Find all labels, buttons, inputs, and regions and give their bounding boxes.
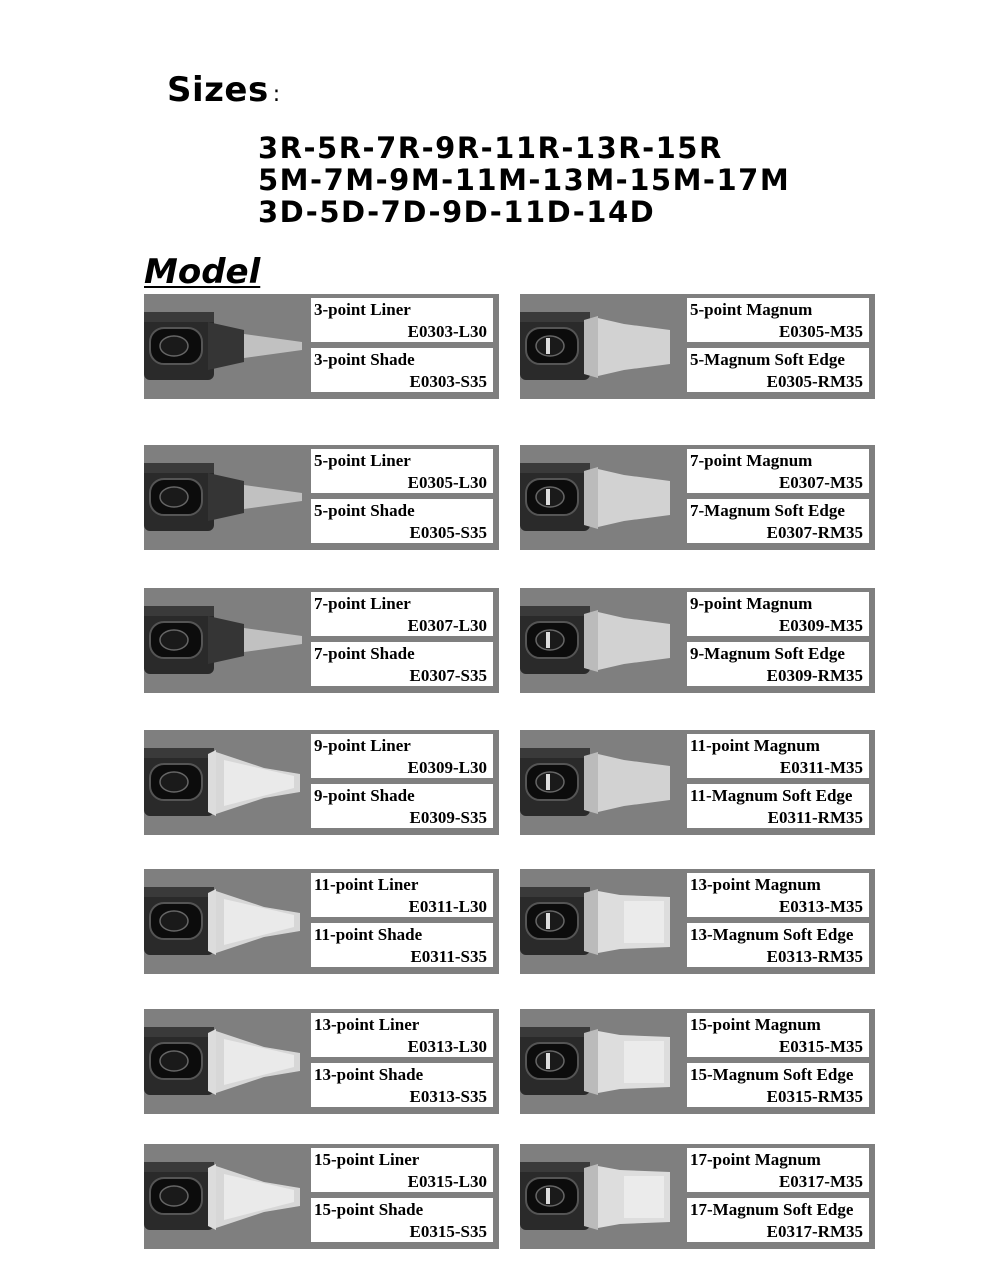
sizes-title [167, 70, 281, 110]
sizes-colon: : [272, 82, 281, 107]
model-label-box [311, 1013, 493, 1057]
model-card [144, 294, 499, 399]
model-name: 5-point Magnum [690, 300, 813, 319]
model-name: 7-Magnum Soft Edge [690, 501, 845, 520]
model-card [144, 445, 499, 550]
model-name: 9-Magnum Soft Edge [690, 644, 845, 663]
model-code: E0311-M35 [779, 758, 863, 777]
model-card [520, 294, 875, 399]
needle-cartridge-icon [520, 869, 690, 974]
needle-cartridge-icon [144, 869, 314, 974]
model-name: 15-point Magnum [690, 1015, 821, 1034]
model-name: 7-point Shade [314, 644, 415, 663]
model-code: E0303-S35 [409, 372, 487, 391]
model-name: 3-point Liner [314, 300, 411, 319]
model-card [520, 730, 875, 835]
model-name: 7-point Magnum [690, 451, 813, 470]
size-line-magnum: 5M-7M-9M-11M-13M-15M-17M [258, 163, 791, 197]
model-name: 5-Magnum Soft Edge [690, 350, 845, 369]
model-card [144, 869, 499, 974]
needle-cartridge-icon [144, 588, 314, 693]
model-label-box [311, 1198, 493, 1242]
model-code: E0303-L30 [407, 322, 487, 341]
model-code: E0305-S35 [409, 523, 487, 542]
model-label-box [687, 348, 869, 392]
needle-cartridge-icon [144, 730, 314, 835]
model-title: Model [144, 252, 261, 292]
model-label-box [687, 873, 869, 917]
model-name: 15-Magnum Soft Edge [690, 1065, 854, 1084]
model-name: 9-point Liner [314, 736, 411, 755]
needle-cartridge-icon [144, 1009, 314, 1114]
model-name: 3-point Shade [314, 350, 415, 369]
model-name: 13-point Shade [314, 1065, 424, 1084]
model-code: E0313-S35 [409, 1087, 487, 1106]
model-name: 13-Magnum Soft Edge [690, 925, 854, 944]
model-code: E0315-RM35 [766, 1087, 863, 1106]
model-label-box [687, 734, 869, 778]
model-card [520, 869, 875, 974]
model-code: E0309-RM35 [766, 666, 863, 685]
model-label-box [687, 1198, 869, 1242]
model-code: E0317-M35 [778, 1172, 863, 1191]
model-label-box [311, 449, 493, 493]
needle-cartridge-icon [144, 445, 314, 550]
model-label-box [687, 449, 869, 493]
model-code: E0309-M35 [778, 616, 863, 635]
model-code: E0315-S35 [409, 1222, 487, 1241]
model-label-box [311, 784, 493, 828]
model-code: E0305-M35 [778, 322, 863, 341]
model-label-box [687, 1013, 869, 1057]
model-label-box [687, 298, 869, 342]
needle-cartridge-icon [144, 294, 314, 399]
model-code: E0307-M35 [778, 473, 863, 492]
model-name: 17-point Magnum [690, 1150, 821, 1169]
model-code: E0309-L30 [407, 758, 487, 777]
model-name: 11-point Liner [314, 875, 419, 894]
model-label-box [311, 348, 493, 392]
sizes-title-text: Sizes [167, 70, 269, 110]
model-code: E0307-S35 [409, 666, 487, 685]
size-line-round: 3R-5R-7R-9R-11R-13R-15R [258, 131, 723, 165]
model-label-box [687, 1063, 869, 1107]
model-code: E0315-L30 [407, 1172, 487, 1191]
model-name: 11-point Shade [314, 925, 423, 944]
model-code: E0315-M35 [778, 1037, 863, 1056]
model-name: 15-point Shade [314, 1200, 424, 1219]
model-label-box [311, 873, 493, 917]
model-code: E0313-RM35 [766, 947, 863, 966]
model-name: 7-point Liner [314, 594, 411, 613]
model-card [144, 730, 499, 835]
model-card [520, 1009, 875, 1114]
model-card [520, 445, 875, 550]
model-code: E0309-S35 [409, 808, 487, 827]
model-label-box [311, 734, 493, 778]
model-label-box [311, 1148, 493, 1192]
needle-cartridge-icon [520, 730, 690, 835]
model-label-box [687, 923, 869, 967]
needle-cartridge-icon [144, 1144, 314, 1249]
model-label-box [687, 642, 869, 686]
model-code: E0313-M35 [778, 897, 863, 916]
model-label-box [687, 784, 869, 828]
model-name: 9-point Magnum [690, 594, 813, 613]
model-label-box [311, 592, 493, 636]
model-label-box [687, 499, 869, 543]
model-name: 5-point Shade [314, 501, 415, 520]
model-label-box [311, 499, 493, 543]
model-code: E0311-S35 [410, 947, 487, 966]
model-name: 13-point Liner [314, 1015, 420, 1034]
model-name: 5-point Liner [314, 451, 411, 470]
model-label-box [311, 1063, 493, 1107]
model-code: E0307-RM35 [766, 523, 863, 542]
model-name: 17-Magnum Soft Edge [690, 1200, 854, 1219]
model-label-box [311, 923, 493, 967]
needle-cartridge-icon [520, 445, 690, 550]
model-label-box [311, 298, 493, 342]
model-code: E0305-RM35 [766, 372, 863, 391]
model-card [144, 1144, 499, 1249]
needle-cartridge-icon [520, 294, 690, 399]
model-card [520, 588, 875, 693]
model-code: E0311-RM35 [767, 808, 863, 827]
model-card [520, 1144, 875, 1249]
model-name: 11-Magnum Soft Edge [690, 786, 853, 805]
model-code: E0317-RM35 [766, 1222, 863, 1241]
model-name: 15-point Liner [314, 1150, 420, 1169]
model-code: E0313-L30 [407, 1037, 487, 1056]
model-name: 11-point Magnum [690, 736, 820, 755]
size-line-d: 3D-5D-7D-9D-11D-14D [258, 195, 656, 229]
model-label-box [687, 1148, 869, 1192]
model-label-box [311, 642, 493, 686]
model-code: E0305-L30 [407, 473, 487, 492]
model-card [144, 1009, 499, 1114]
model-code: E0311-L30 [408, 897, 487, 916]
model-code: E0307-L30 [407, 616, 487, 635]
model-card [144, 588, 499, 693]
model-name: 9-point Shade [314, 786, 415, 805]
needle-cartridge-icon [520, 1009, 690, 1114]
needle-cartridge-icon [520, 1144, 690, 1249]
needle-cartridge-icon [520, 588, 690, 693]
model-label-box [687, 592, 869, 636]
model-name: 13-point Magnum [690, 875, 821, 894]
